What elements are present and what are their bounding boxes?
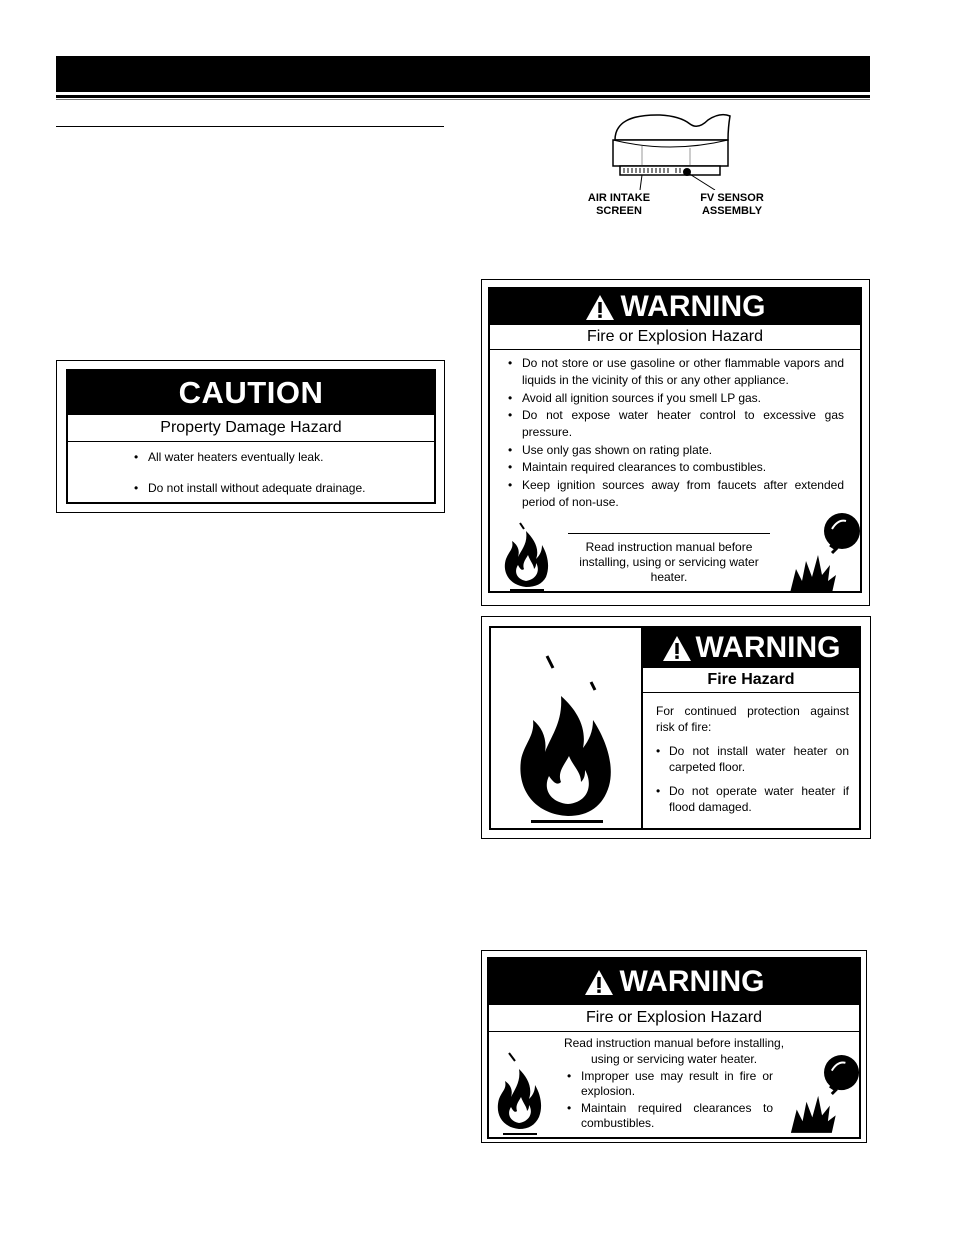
- warning-item: • Avoid all ignition sources if you smell LP gas.: [508, 390, 844, 407]
- warning-subheading: Fire or Explosion Hazard: [490, 325, 860, 350]
- warning-heading: WARNING: [489, 959, 859, 1005]
- warning-label-2: [489, 626, 861, 830]
- warning-triangle-icon: [662, 635, 692, 662]
- warning-subheading: Fire or Explosion Hazard: [489, 1005, 859, 1032]
- flame-icon: [493, 1051, 545, 1137]
- header-rule-thin: [56, 99, 870, 100]
- warning-item: • Do not operate water heater if flood damaged.: [656, 783, 849, 815]
- warning-list: [656, 743, 849, 815]
- air-intake-label: AIR INTAKE SCREEN: [587, 192, 651, 217]
- warning-item: • Improper use may result in fire or explosion.: [567, 1069, 773, 1099]
- warning-label-1: [488, 287, 862, 593]
- flame-icon: [513, 648, 623, 824]
- warning-item: • Keep ignition sources away from faucets after extended period of non-use.: [508, 477, 844, 511]
- warning-body: [656, 703, 849, 823]
- explosion-icon: [786, 509, 862, 595]
- warning-label-3: [487, 957, 861, 1139]
- warning-item: • Do not expose water heater control to excessive gas pressure.: [508, 407, 844, 441]
- warning-subheading: Fire Hazard: [643, 668, 859, 693]
- fv-sensor-label: FV SENSOR ASSEMBLY: [700, 192, 764, 217]
- explosion-icon: [787, 1049, 861, 1137]
- caution-heading: CAUTION: [68, 371, 434, 415]
- water-heater-base-illustration: [580, 110, 780, 190]
- notice-rule: [568, 533, 770, 534]
- caution-list: [134, 449, 365, 511]
- warning-heading: WARNING: [490, 289, 860, 325]
- warning-item: • Do not install water heater on carpeted floor.: [656, 743, 849, 775]
- caution-item: • Do not install without adequate drainage.: [134, 480, 365, 511]
- warning-triangle-icon: [584, 969, 614, 996]
- warning-item: • Maintain required clearances to combustibles.: [567, 1101, 773, 1131]
- caution-item: • All water heaters eventually leak.: [134, 449, 365, 480]
- left-column-rule: [56, 126, 444, 127]
- section-header-bar: [56, 56, 870, 92]
- warning-list: [567, 1069, 773, 1133]
- warning-list: [508, 355, 844, 511]
- warning-item: • Maintain required clearances to combustibles.: [508, 459, 844, 476]
- read-manual-notice: Read instruction manual before installing, using or servicing water heater.: [563, 1036, 785, 1066]
- caution-subheading: Property Damage Hazard: [68, 415, 434, 442]
- caution-label: [66, 369, 436, 504]
- warning-item: • Use only gas shown on rating plate.: [508, 442, 844, 459]
- header-rule: [56, 95, 870, 98]
- warning-item: • Do not store or use gasoline or other flammable vapors and liquids in the vicinity of this or any other appliance.: [508, 355, 844, 389]
- warning-intro: For continued protection against risk of fire:: [656, 704, 849, 734]
- fv-sensor-diagram: [580, 110, 780, 225]
- flame-icon: [500, 521, 552, 593]
- warning-heading: WARNING: [643, 628, 859, 668]
- warning-triangle-icon: [585, 294, 615, 321]
- read-manual-notice: Read instruction manual before installing, using or servicing water heater.: [579, 540, 759, 584]
